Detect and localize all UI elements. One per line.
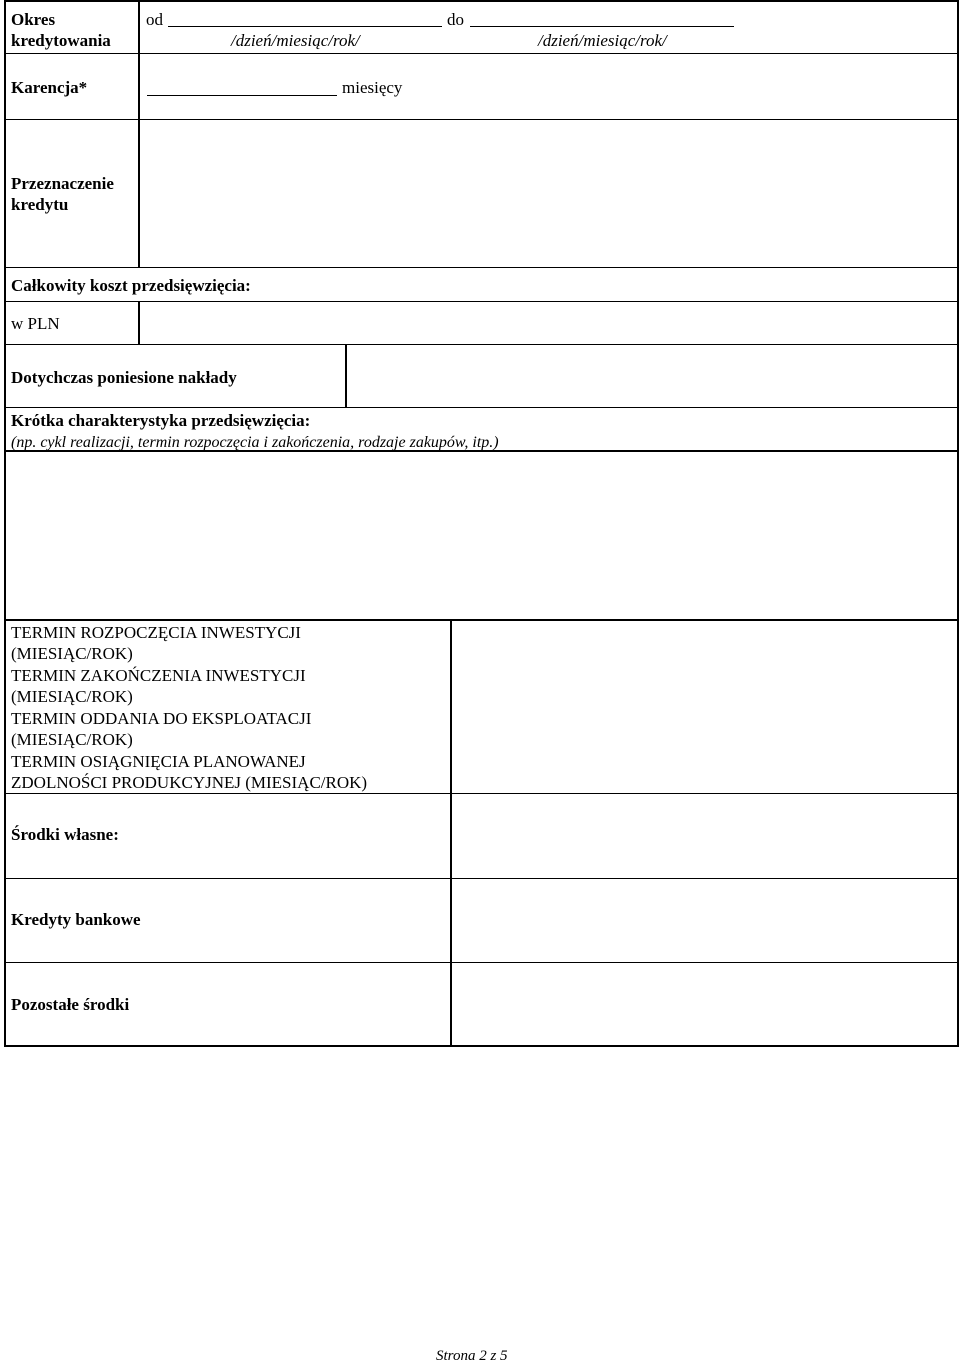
karencja-label: Karencja* [11, 78, 88, 97]
okres-label-1: Okres [11, 10, 56, 29]
naklady-field[interactable] [348, 346, 957, 406]
kredyty-label: Kredyty bankowe [11, 910, 141, 929]
okres-from-field[interactable] [168, 26, 442, 27]
okres-hint-from: /dzień/miesiąc/rok/ [231, 31, 360, 50]
przeznaczenie-label-2: kredytu [11, 195, 69, 214]
okres-label-2: kredytowania [11, 31, 111, 50]
przeznaczenie-field[interactable] [141, 121, 957, 266]
przeznaczenie-label-1: Przeznaczenie [11, 174, 114, 193]
row-charakterystyka-area[interactable] [4, 451, 959, 620]
termin-oddania-1: TERMIN ODDANIA DO EKSPLOATACJI [11, 709, 312, 728]
terminy-field[interactable] [453, 621, 957, 792]
termin-zdolnosci-1: TERMIN OSIĄGNIĘCIA PLANOWANEJ [11, 752, 306, 771]
divider-lower [450, 619, 452, 1047]
termin-zakonczenia-2: (MIESIĄC/ROK) [11, 687, 133, 706]
srodki-wlasne-label: Środki własne: [11, 825, 119, 844]
pozostale-label: Pozostałe środki [11, 995, 130, 1014]
row-karencja [4, 53, 959, 120]
termin-zdolnosci-2: ZDOLNOŚCI PRODUKCYJNEJ (MIESIĄC/ROK) [11, 773, 368, 792]
okres-to-field[interactable] [470, 26, 734, 27]
divider-naklady [345, 344, 347, 408]
koszt-currency: w PLN [11, 314, 60, 333]
kredyty-field[interactable] [453, 880, 957, 961]
koszt-field[interactable] [141, 303, 957, 343]
termin-oddania-2: (MIESIĄC/ROK) [11, 730, 133, 749]
koszt-label: Całkowity koszt przedsięwzięcia: [11, 276, 251, 295]
okres-do: do [447, 10, 464, 29]
karencja-field[interactable] [147, 95, 337, 96]
charakterystyka-label: Krótka charakterystyka przedsięwzięcia: [11, 411, 311, 430]
karencja-unit: miesięcy [342, 78, 403, 97]
okres-hint-to: /dzień/miesiąc/rok/ [538, 31, 667, 50]
termin-rozpoczecia-1: TERMIN ROZPOCZĘCIA INWESTYCJI [11, 623, 301, 642]
pozostale-field[interactable] [453, 964, 957, 1045]
naklady-label: Dotychczas poniesione nakłady [11, 368, 237, 387]
termin-zakonczenia-1: TERMIN ZAKOŃCZENIA INWESTYCJI [11, 666, 306, 685]
charakterystyka-hint: (np. cykl realizacji, termin rozpoczęcia i zakończenia, rodzaje zakupów, itp.) [11, 434, 499, 451]
okres-od: od [146, 10, 163, 29]
page-number: Strona 2 z 5 [436, 1348, 508, 1364]
srodki-wlasne-field[interactable] [453, 795, 957, 877]
divider-label-col [138, 0, 140, 268]
termin-rozpoczecia-2: (MIESIĄC/ROK) [11, 644, 133, 663]
divider-pln [138, 301, 140, 345]
